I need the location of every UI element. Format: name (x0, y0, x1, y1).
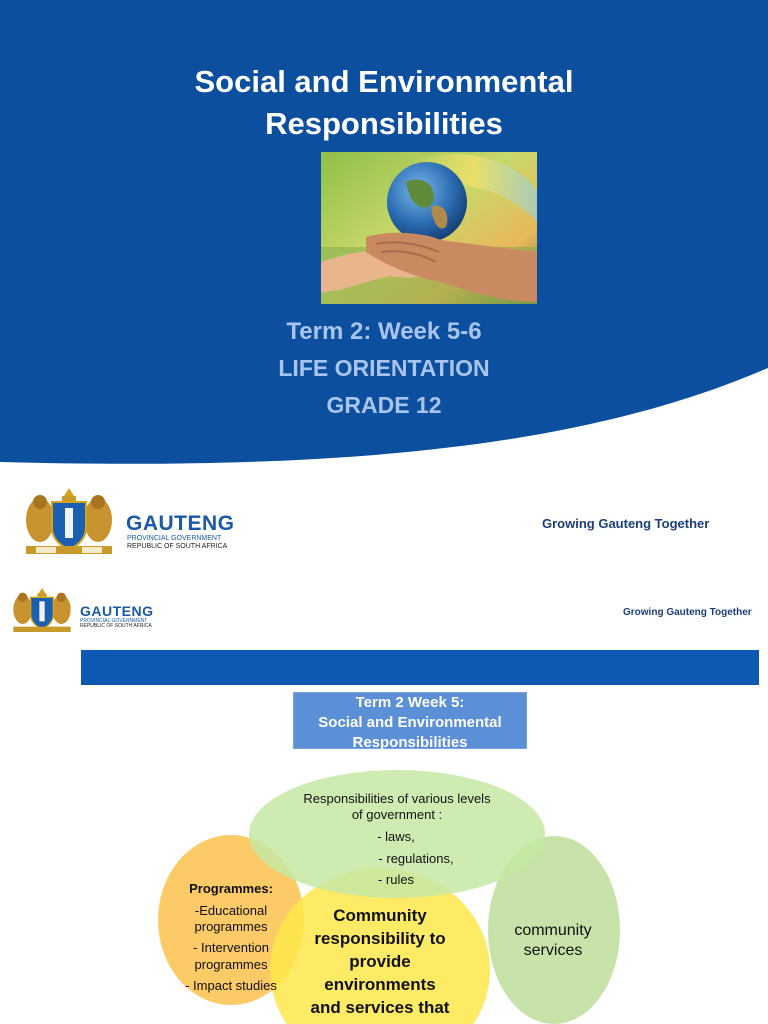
community-responsibility-line3: provide (349, 952, 411, 971)
logo-gauteng-text: GAUTENG (126, 512, 235, 535)
community-responsibility-line2: responsibility to (314, 929, 446, 948)
logo-gauteng-small-text: GAUTENG (80, 603, 154, 619)
subject-label: LIFE ORIENTATION (278, 355, 490, 381)
programmes-item-5: - Impact studies (185, 978, 277, 993)
grade-label: GRADE 12 (326, 392, 442, 418)
logo-provincial-text: PROVINCIAL GOVERNMENT (127, 535, 222, 542)
slide-title-line2: Responsibilities (265, 106, 503, 141)
programmes-heading: Programmes: (189, 881, 273, 896)
week-title-line3: Responsibilities (352, 734, 468, 751)
programmes-item-4: programmes (194, 957, 268, 972)
gauteng-coat-of-arms-icon (18, 482, 120, 560)
tagline-small: Growing Gauteng Together (623, 607, 752, 618)
logo-republic-text: REPUBLIC OF SOUTH AFRICA (127, 543, 228, 550)
community-services-line1: community (514, 922, 592, 939)
community-responsibility-line5: and services that (310, 998, 450, 1017)
programmes-item-1: -Educational (194, 903, 268, 918)
slide-title-line1: Social and Environmental (194, 64, 574, 99)
week-title-line1: Term 2 Week 5: (355, 694, 465, 711)
government-levels-text-line1: Responsibilities of various levels (303, 791, 491, 806)
government-levels-text-line2: of government : (351, 807, 443, 822)
community-responsibility-line1: Community (333, 906, 427, 925)
term-label: Term 2: Week 5-6 (286, 318, 482, 345)
week-title-line2: Social and Environmental (318, 714, 502, 731)
regulations-item: - regulations, (378, 851, 454, 866)
tagline: Growing Gauteng Together (542, 516, 710, 531)
laws-item: - laws, (377, 829, 415, 844)
community-services-line2: services (523, 942, 583, 959)
header-bar (81, 650, 759, 685)
week-title-box (293, 692, 527, 749)
programmes-item-2: programmes (194, 919, 268, 934)
logo-republic-small-text: REPUBLIC OF SOUTH AFRICA (80, 623, 152, 629)
logo-provincial-small-text: PROVINCIAL GOVERNMENT (80, 618, 148, 624)
community-responsibility-line4: environments (324, 975, 436, 994)
hands-holding-globe-image (321, 152, 537, 304)
programmes-item-3: - Intervention (193, 940, 269, 955)
rules-item: - rules (377, 872, 415, 887)
gauteng-coat-of-arms-small-icon (8, 584, 76, 636)
